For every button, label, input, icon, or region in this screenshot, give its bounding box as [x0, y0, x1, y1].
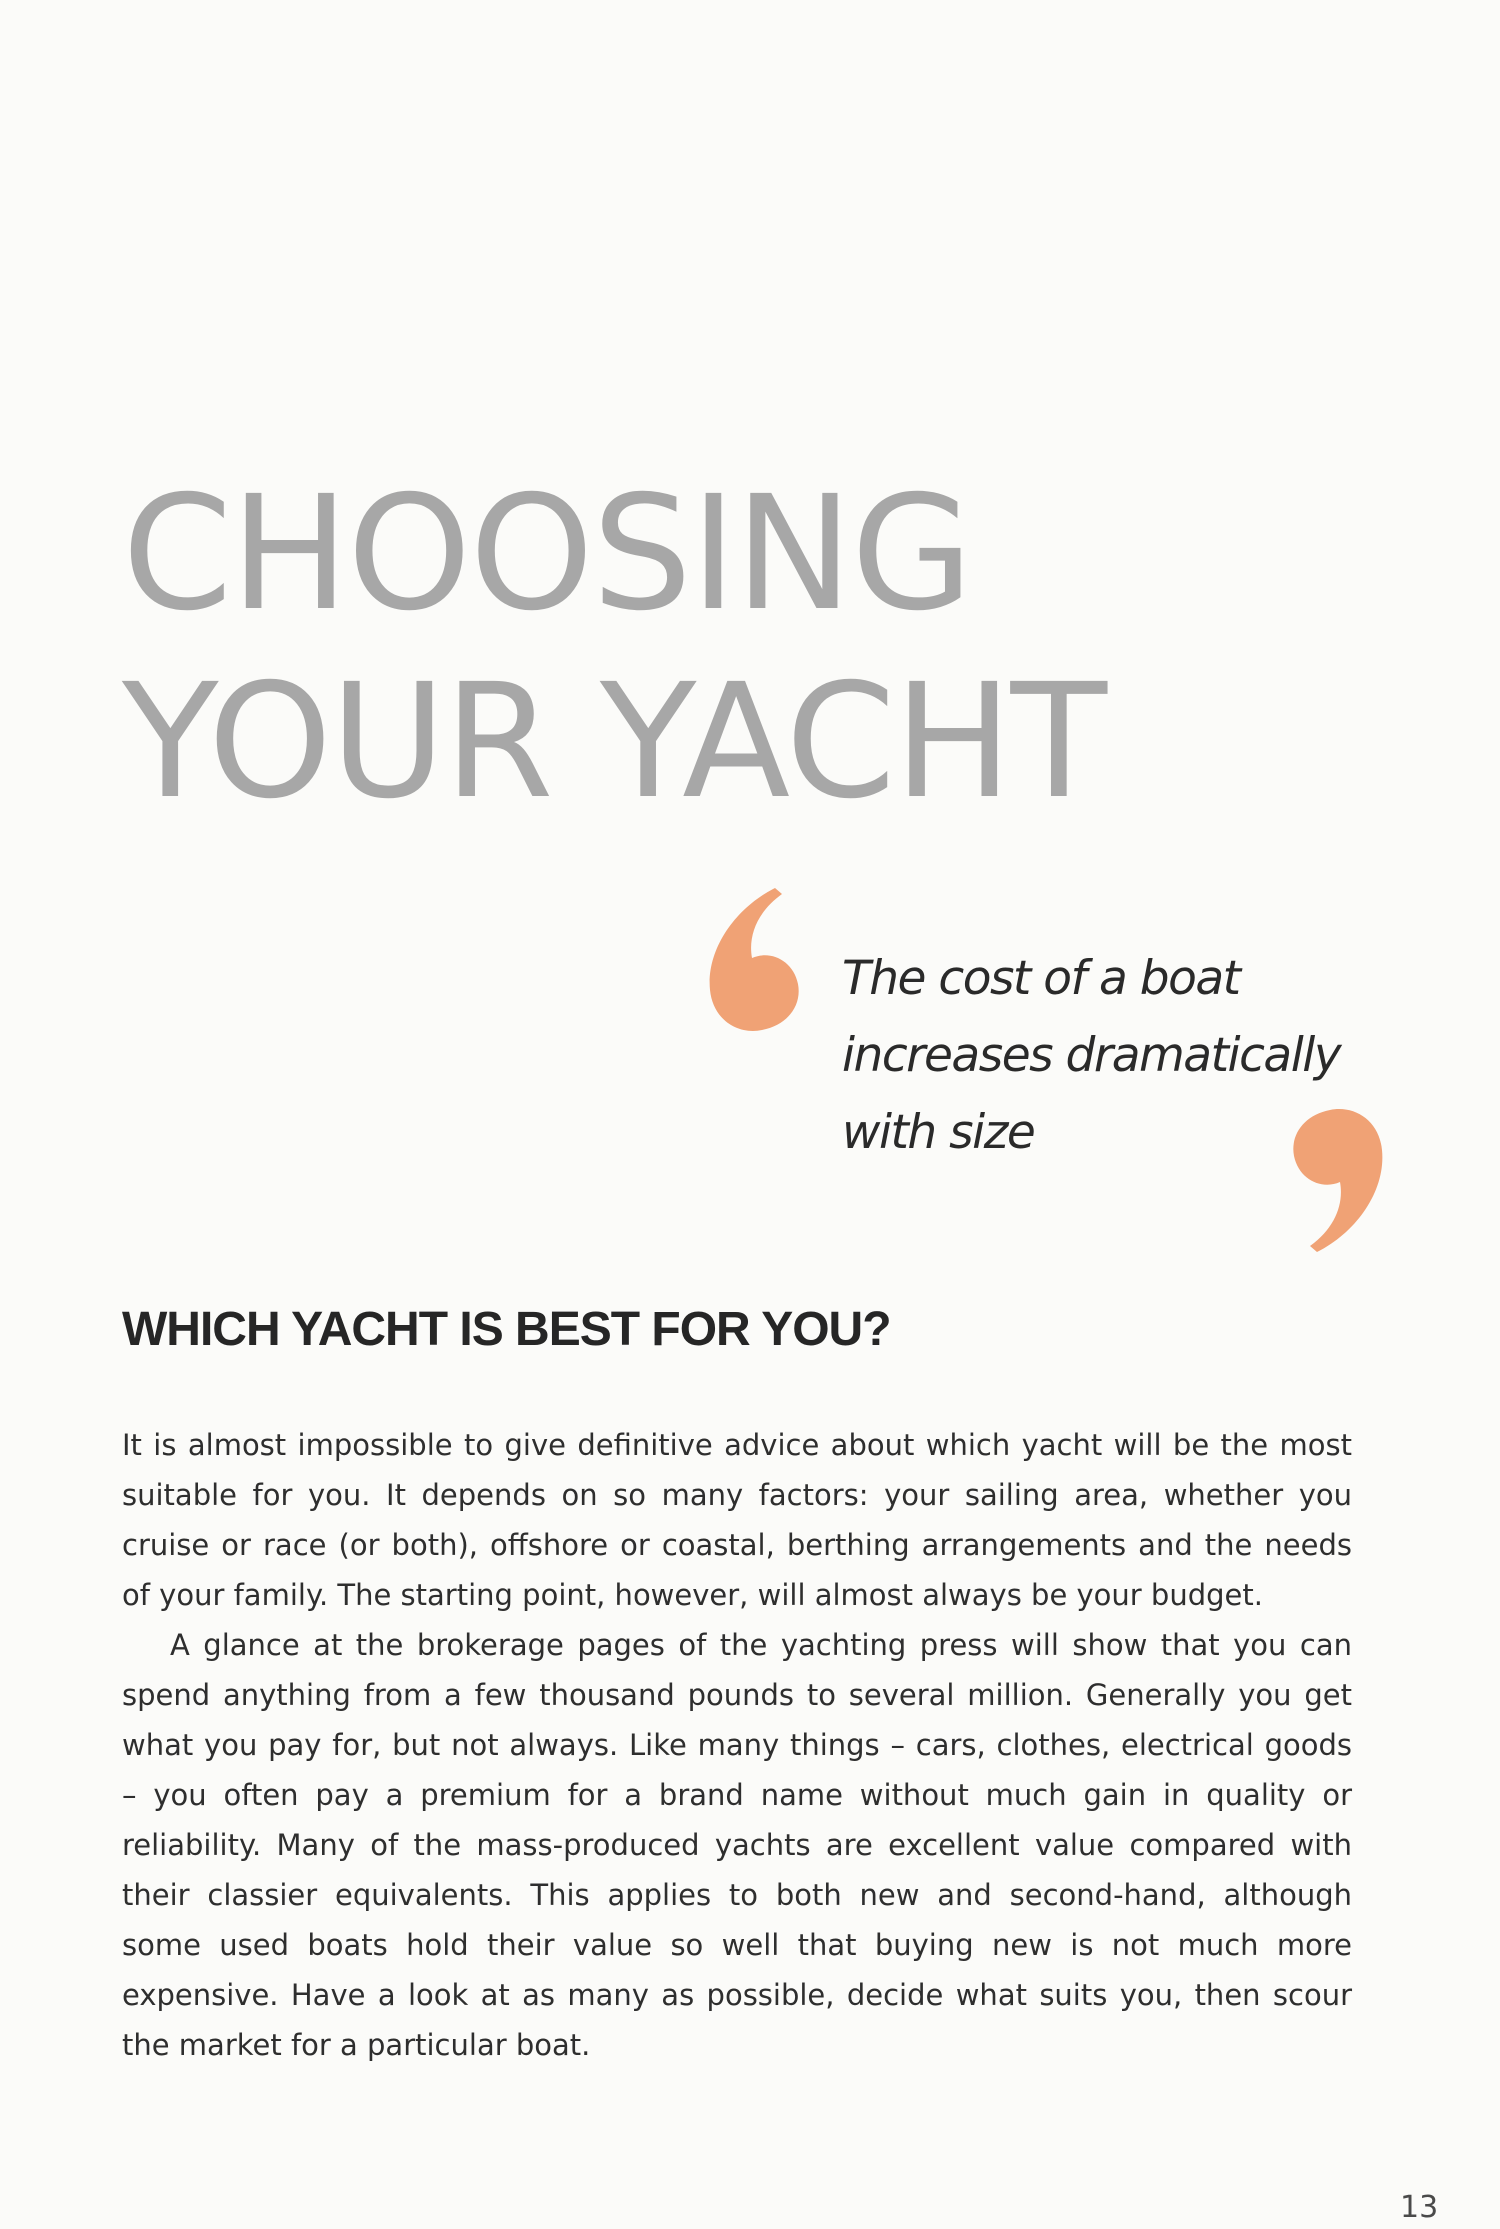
pull-quote-line-3: with size [842, 1105, 1035, 1160]
pull-quote-line-1: The cost of a boat [842, 951, 1240, 1006]
open-quote-mark-icon [700, 880, 820, 1040]
body-paragraph: A glance at the brokerage pages of the yachting press will show that you can spend anything from a few thousand pounds to several million. Generally you get what you pay for, but not always. Like many things – cars, clothes, electrical goods – you often pay a premium for a brand name without much gain in quality or reliability. Many of the mass-produced yachts are excellent value compared with their classier equivalents. This applies to both new and second-hand, although some used boats hold their value so well that buying new is not much more expensive. Have a look at as many as possible, decide what suits you, then scour the market for a particular boat. [122, 1628, 1352, 2062]
pull-quote-line-2: increases dramatically [842, 1028, 1341, 1083]
page-number: 13 [1400, 2190, 1439, 2225]
body-paragraph: It is almost impossible to give definitive advice about which yacht will be the most suitable for you. It depends on so many factors: your sailing area, whether you cruise or race (or both), offshore or coastal, berthing arrangements and the needs of your family. The starting point, however, will almost always be your budget. [122, 1428, 1352, 1612]
body-text [122, 1420, 1352, 2070]
chapter-title-line-1: CHOOSING [122, 462, 972, 646]
chapter-title-line-2: YOUR YACHT [122, 650, 1106, 834]
section-heading: WHICH YACHT IS BEST FOR YOU? [122, 1303, 891, 1356]
close-quote-mark-icon [1272, 1100, 1392, 1260]
chapter-title [122, 460, 1105, 836]
pull-quote [842, 940, 1340, 1171]
